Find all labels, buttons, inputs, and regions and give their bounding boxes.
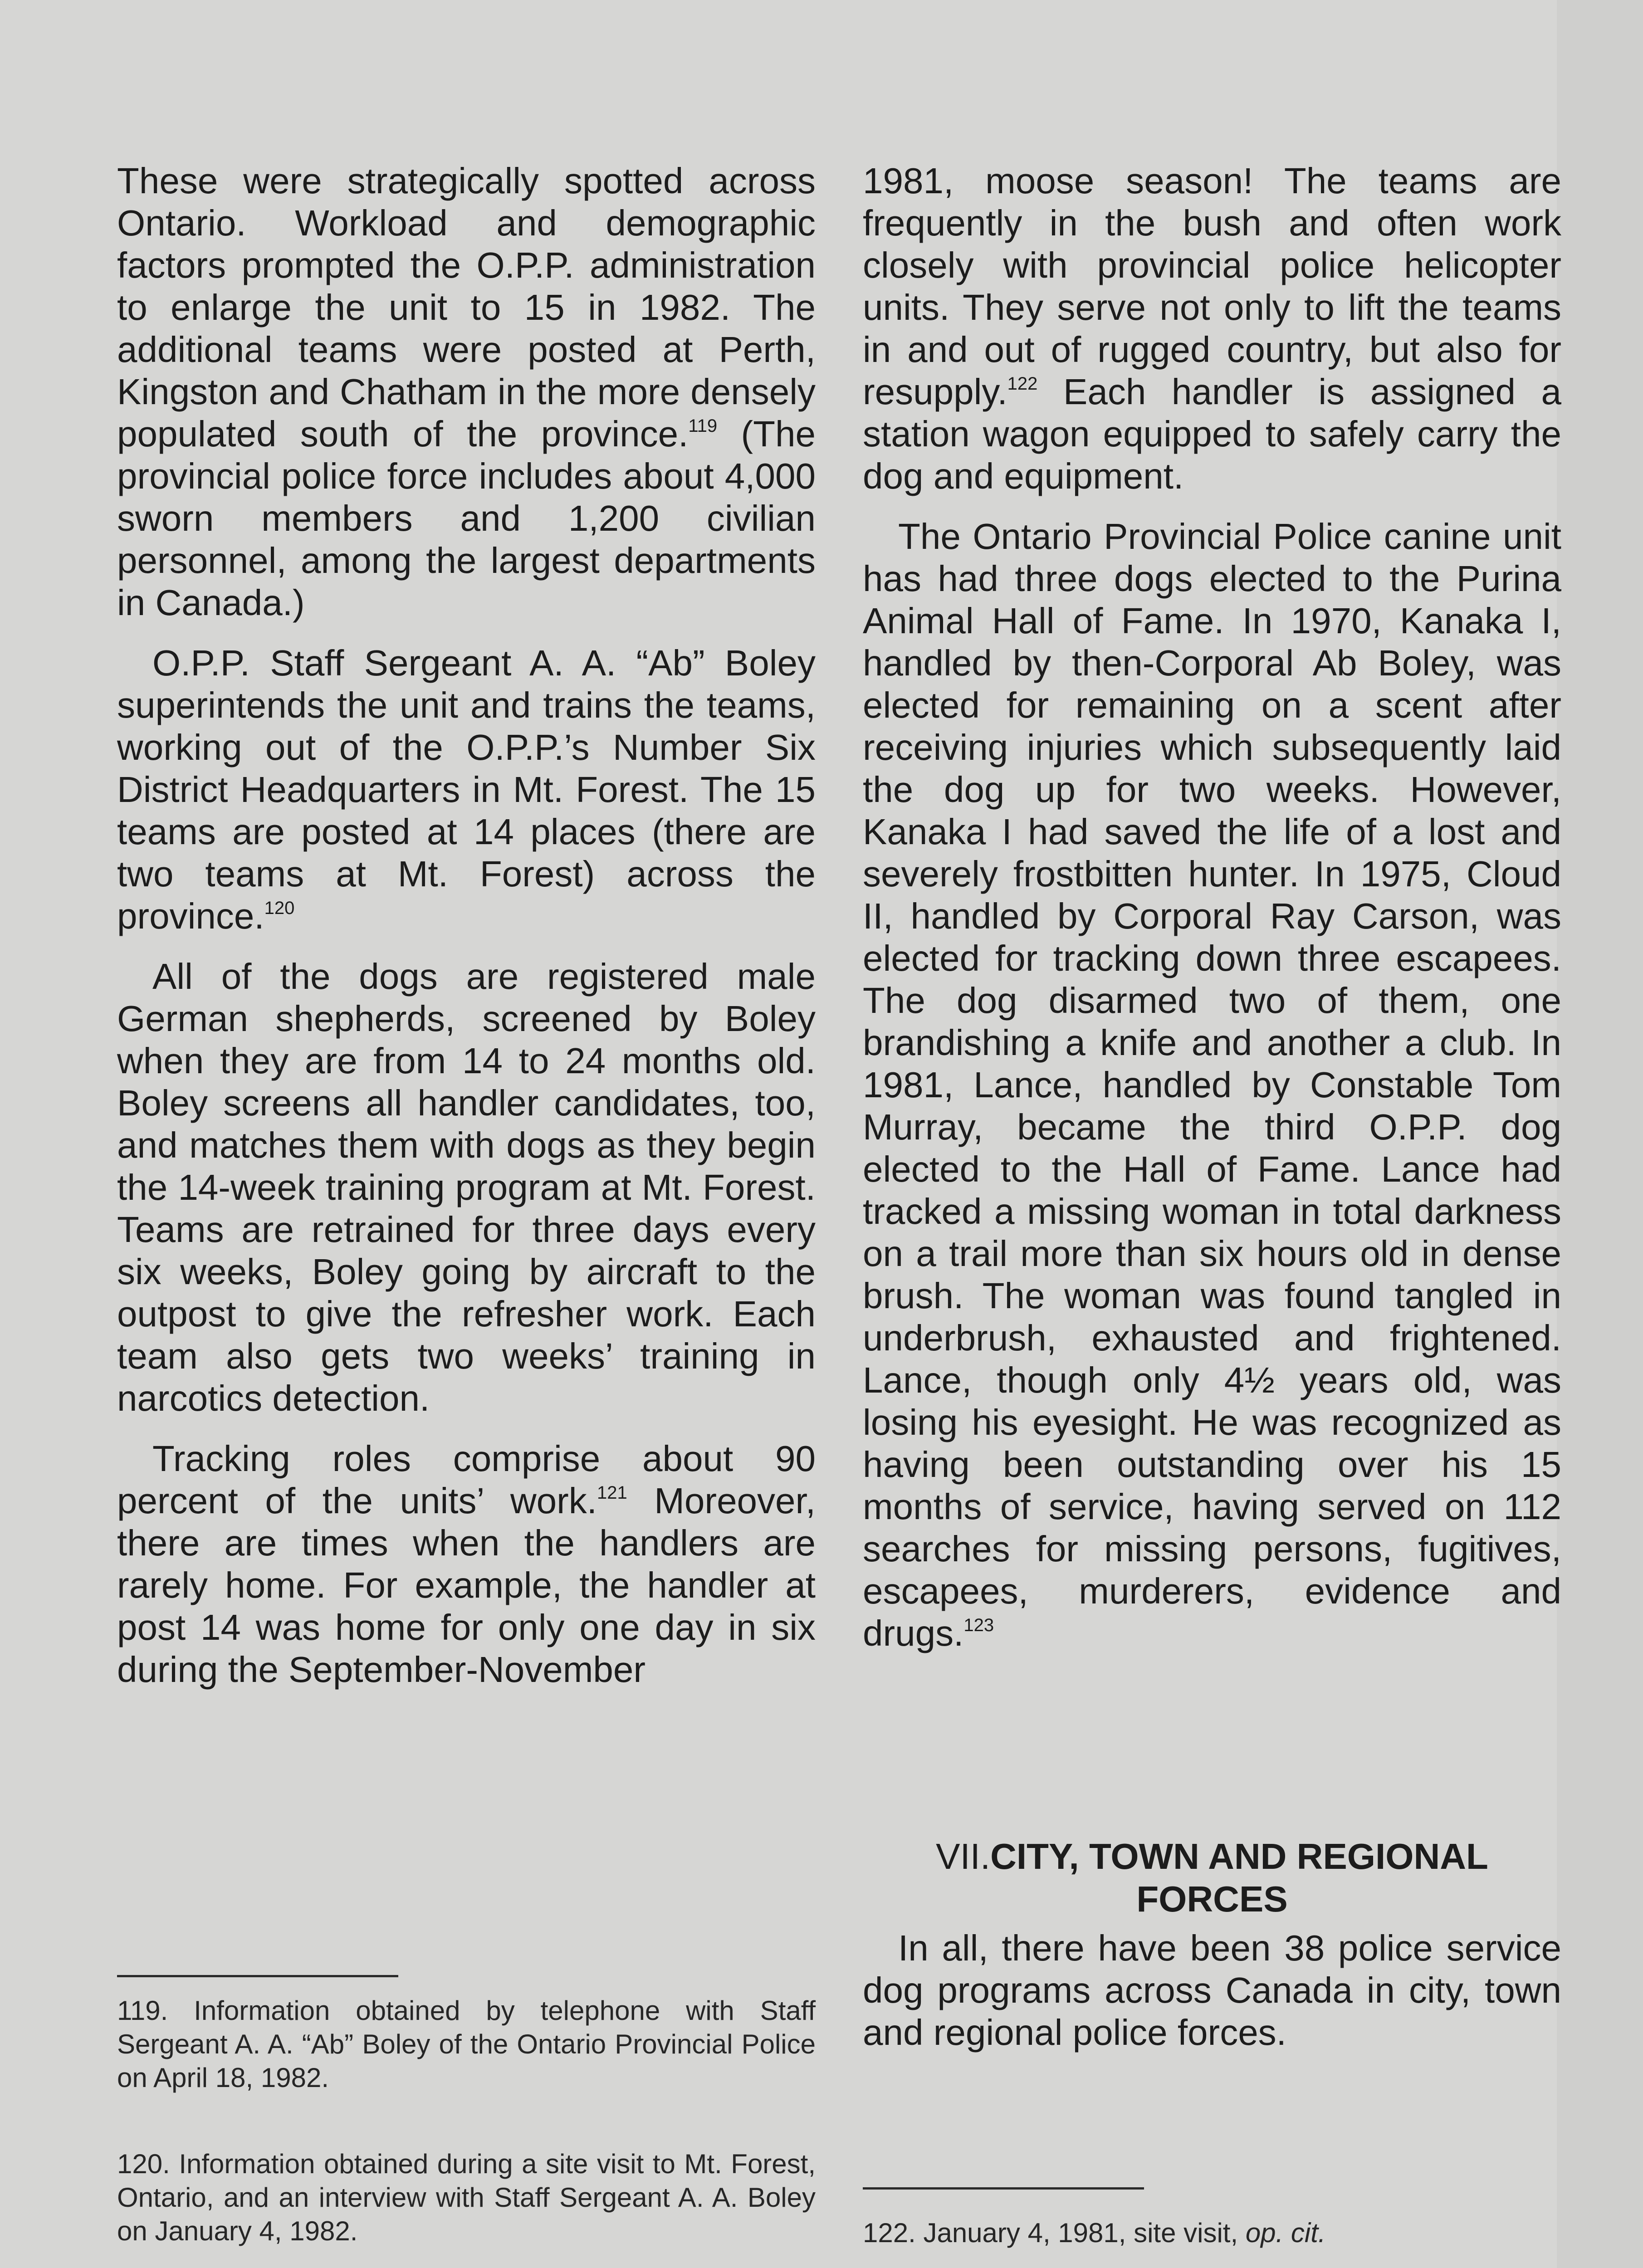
footnote-ref: 122: [1007, 374, 1038, 394]
paragraph: Tracking roles comprise about 90 percent of the units’ work.$^{121}$ Moreover, there are times when the handlers are rarely home. For example, the handler at post 14 was home for only one day in six during the September-November: [117, 1438, 816, 1690]
footnote-122: 122. January 4, 1981, site visit, op. cit.: [863, 2218, 1326, 2248]
footnote-119: 119. Information obtained by telephone with Staff Sergeant A. A. “Ab” Boley of the Ontario Provincial Police on April 18, 1982.: [117, 1995, 816, 2093]
paragraph: 1981, moose season! The teams are frequently in the bush and often work closely with provincial police helicopter units. They serve not only to lift the teams in and out of rugged country, but also for resupply.$^{122}$ Each handler is assigned a station wagon equipped to safely carry the dog and equipment.: [863, 161, 1561, 496]
section-number: VII.: [936, 1836, 991, 1877]
right-column: [863, 160, 1561, 1672]
paragraph: All of the dogs are registered male German shepherds, screened by Boley when they are from 14 to 24 months old. Boley screens all handler candidates, too, and matches them with dogs as they begin the 14-week training program at Mt. Forest. Teams are retrained for three days every six weeks, Boley going by aircraft to the outpost to give the refresher work. Each team also gets two weeks’ training in narcotics detection.: [117, 956, 816, 1418]
page-edge-shadow: [1557, 0, 1643, 2268]
footnote-120: 120. Information obtained during a site visit to Mt. Forest, Ontario, and an interview with Staff Sergeant A. A. Boley on January 4, 1982.: [117, 2149, 816, 2246]
paragraph: In all, there have been 38 police service dog programs across Canada in city, town and regional police forces.: [863, 1928, 1561, 2053]
left-column: [117, 160, 816, 1709]
footnote-ref: 121: [597, 1483, 627, 1503]
footnote-ref: 123: [963, 1615, 994, 1635]
footnote-rule-right: [863, 2187, 1144, 2190]
section-heading: [863, 1835, 1561, 1921]
paragraph: The Ontario Provincial Police canine unit has had three dogs elected to the Purina Animal Hall of Fame. In 1970, Kanaka I, handled by then-Corporal Ab Boley, was elected for remaining on a scent after receiving injuries which subsequently laid the dog up for two weeks. However, Kanaka I had saved the life of a lost and severely frostbitten hunter. In 1975, Cloud II, handled by Corporal Ray Carson, was elected for tracking down three escapees. The dog disarmed two of them, one brandishing a knife and another a club. In 1981, Lance, handled by Constable Tom Murray, became the third O.P.P. dog elected to the Hall of Fame. Lance had tracked a missing woman in total darkness on a trail more than six hours old in dense brush. The woman was found tangled in underbrush, exhausted and frightened. Lance, though only 4½ years old, was losing his eyesight. He was recognized as having been outstanding over his 15 months of service, having served on 112 searches for missing persons, fugitives, escapees, murderers, evidence and drugs.$^{123}$: [863, 516, 1561, 1653]
paragraph: These were strategically spotted across Ontario. Workload and demographic factors prompted the O.P.P. administration to enlarge the unit to 15 in 1982. The additional teams were posted at Perth, Kingston and Chatham in the more densely populated south of the province.$^{119}$ (The provincial police force includes about 4,000 sworn members and 1,200 civilian personnel, among the largest departments in Canada.): [117, 161, 816, 623]
footnote-rule-left: [117, 1975, 398, 1977]
footnote-ref: 120: [264, 898, 295, 918]
section-title: CITY, TOWN AND REGIONAL FORCES: [990, 1836, 1488, 1919]
footnote-ref: 119: [688, 416, 718, 436]
paragraph: O.P.P. Staff Sergeant A. A. “Ab” Boley superintends the unit and trains the teams, working out of the O.P.P.’s Number Six District Headquarters in Mt. Forest. The 15 teams are posted at 14 places (there are two teams at Mt. Forest) across the province.$^{120}$: [117, 643, 816, 936]
right-column-lower: [863, 1927, 1561, 2072]
